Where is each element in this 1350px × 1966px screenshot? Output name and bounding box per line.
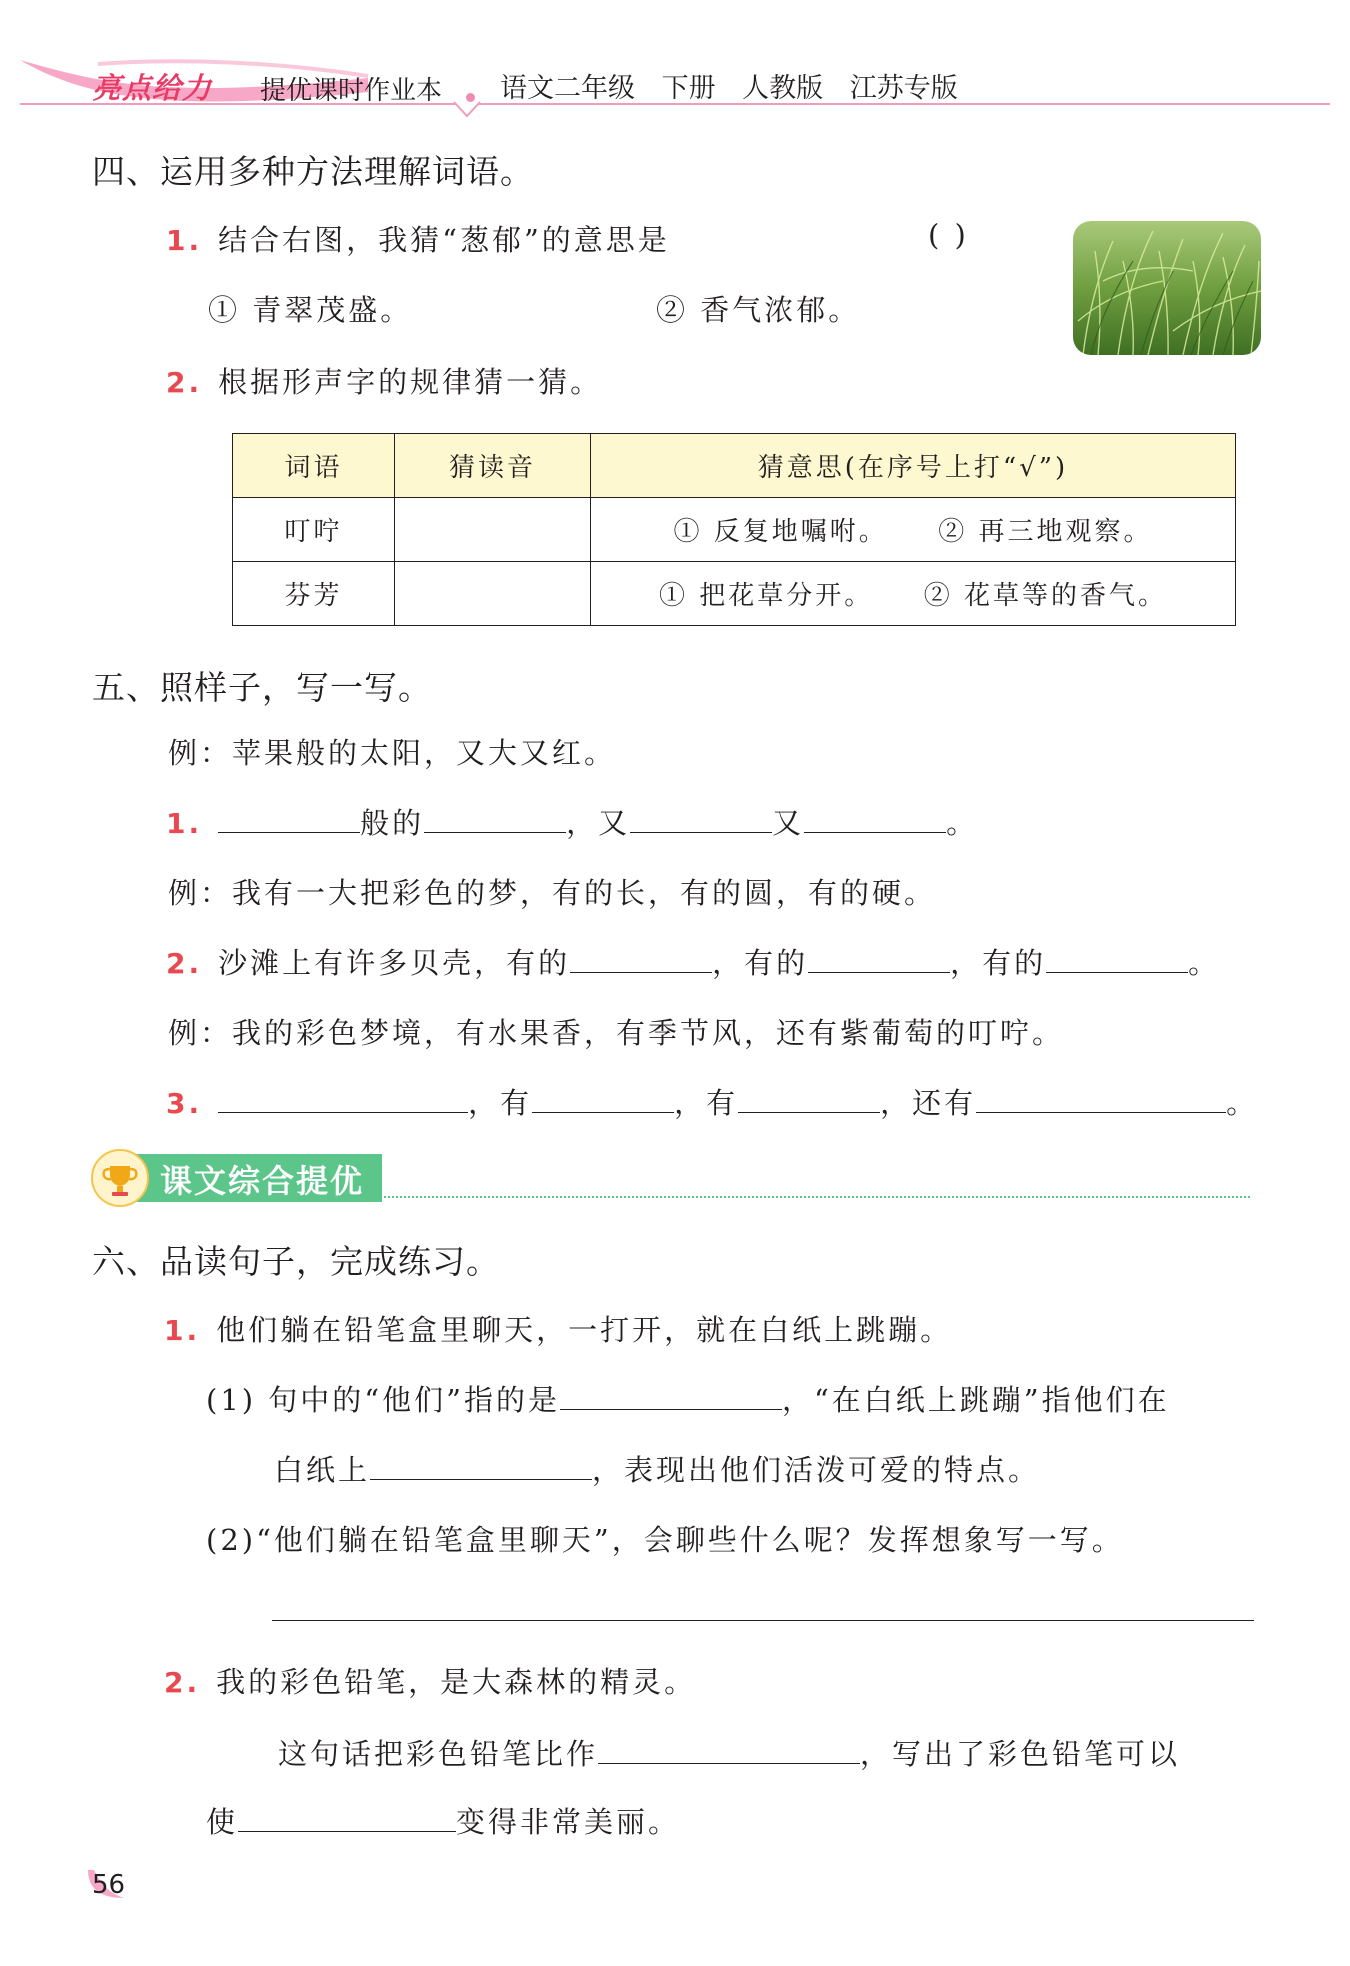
answer-blank[interactable] [1046,942,1188,973]
question-number: 2. [166,366,203,399]
answer-line[interactable] [272,1620,1254,1621]
banner-divider [384,1196,1250,1198]
word-cell: 芬芳 [233,562,395,626]
question-text: ，又 [566,806,631,840]
example-1: 例：苹果般的太阳，又大又红。 [168,736,617,770]
answer-blank[interactable] [218,802,360,833]
brand-logo: 亮点给力 [92,71,213,105]
meaning-option[interactable]: ② 花草等的香气。 [923,581,1168,611]
table-row [233,562,1236,626]
question-text: 。 [1226,1086,1259,1120]
subquestion-1-line-2 [274,1448,1040,1489]
header-chevron [452,100,482,120]
question-5-3 [166,1081,1258,1122]
question-6-2-line-2 [206,1800,680,1841]
question-text: ，有的 [712,946,809,980]
question-text: ，有 [468,1086,533,1120]
question-text: 他们躺在铅笔盒里聊天，一打开，就在白纸上跳蹦。 [216,1313,953,1347]
banner-title: 课文综合提优 [160,1162,365,1200]
answer-blank[interactable] [424,802,566,833]
answer-blank[interactable] [218,1082,468,1113]
trophy-icon [90,1148,150,1208]
book-subtitle: 提优课时作业本 [260,76,443,106]
option-1[interactable]: ① 青翠茂盛。 [208,293,413,327]
reading-input-cell[interactable] [395,498,591,562]
question-text: 结合右图，我猜“葱郁”的意思是 [218,223,670,257]
section-5-title: 五、照样子，写一写。 [92,668,432,707]
table-header: 词语 [233,434,395,498]
question-text: ，有的 [950,946,1047,980]
question-text: 又 [772,806,805,840]
question-text: 我的彩色铅笔，是大森林的精灵。 [216,1665,697,1699]
reading-input-cell[interactable] [395,562,591,626]
meaning-cell [591,498,1236,562]
meaning-option[interactable]: ① 反复地嘱咐。 [673,517,888,547]
grass-photo [1073,221,1261,355]
question-5-2 [166,941,1220,982]
book-info: 语文二年级 下册 人教版 江苏专版 [500,73,958,104]
table-header: 猜意思(在序号上打“√”) [591,434,1236,498]
meaning-cell [591,562,1236,626]
question-text: 变得非常美丽。 [456,1805,681,1839]
table-header-row [233,434,1236,498]
subquestion-2: (2)“他们躺在铅笔盒里聊天”，会聊些什么呢？发挥想象写一写。 [206,1523,1124,1557]
question-5-1 [166,801,978,842]
answer-blank[interactable] [808,942,950,973]
meaning-option[interactable]: ② 再三地观察。 [938,517,1153,547]
question-text: ，有 [674,1086,739,1120]
question-6-2-line-1 [278,1732,1180,1773]
answer-paren[interactable]: ( ) [928,218,969,252]
question-text: ，还有 [880,1086,977,1120]
answer-blank[interactable] [238,1801,456,1832]
question-6-2 [164,1660,696,1701]
answer-blank[interactable] [804,802,946,833]
vocab-table [232,433,1236,626]
answer-blank[interactable] [598,1733,860,1764]
word-cell: 叮咛 [233,498,395,562]
example-2: 例：我有一大把彩色的梦，有的长，有的圆，有的硬。 [168,876,937,910]
meaning-option[interactable]: ① 把花草分开。 [658,581,874,611]
question-number: 1. [166,224,203,257]
question-text: ，“在白纸上跳蹦”指他们在 [781,1383,1170,1417]
section-6-title: 六、品读句子，完成练习。 [92,1242,500,1281]
answer-blank[interactable] [560,1379,782,1410]
question-text: 沙滩上有许多贝壳，有的 [218,946,571,980]
question-number: 1. [166,807,203,840]
question-text: ，写出了彩色铅笔可以 [860,1737,1181,1771]
question-text: 般的 [360,806,425,840]
question-number: 3. [166,1087,203,1120]
question-4-2 [166,360,602,401]
option-2[interactable]: ② 香气浓郁。 [656,293,861,327]
question-text: 。 [946,806,979,840]
table-header: 猜读音 [395,434,591,498]
question-6-1 [164,1308,952,1349]
page-number: 56 [92,1870,126,1900]
question-text: 使 [206,1805,239,1839]
answer-blank[interactable] [630,802,772,833]
answer-blank[interactable] [738,1082,880,1113]
subquestion-1-line-1 [206,1378,1170,1419]
question-text: 根据形声字的规律猜一猜。 [218,365,603,399]
question-number: 2. [166,947,203,980]
example-3: 例：我的彩色梦境，有水果香，有季节风，还有紫葡萄的叮咛。 [168,1016,1065,1050]
answer-blank[interactable] [370,1449,592,1480]
answer-blank[interactable] [976,1082,1226,1113]
question-text: 。 [1188,946,1221,980]
question-text: (1) 句中的“他们”指的是 [206,1383,560,1417]
question-number: 2. [164,1666,201,1699]
question-number: 1. [164,1314,201,1347]
question-text: ，表现出他们活泼可爱的特点。 [592,1453,1041,1487]
question-text: 这句话把彩色铅笔比作 [278,1737,599,1771]
answer-blank[interactable] [532,1082,674,1113]
section-4-title: 四、运用多种方法理解词语。 [92,152,534,191]
answer-blank[interactable] [570,942,712,973]
question-text: 白纸上 [274,1453,371,1487]
question-4-1 [166,218,670,259]
table-row [233,498,1236,562]
